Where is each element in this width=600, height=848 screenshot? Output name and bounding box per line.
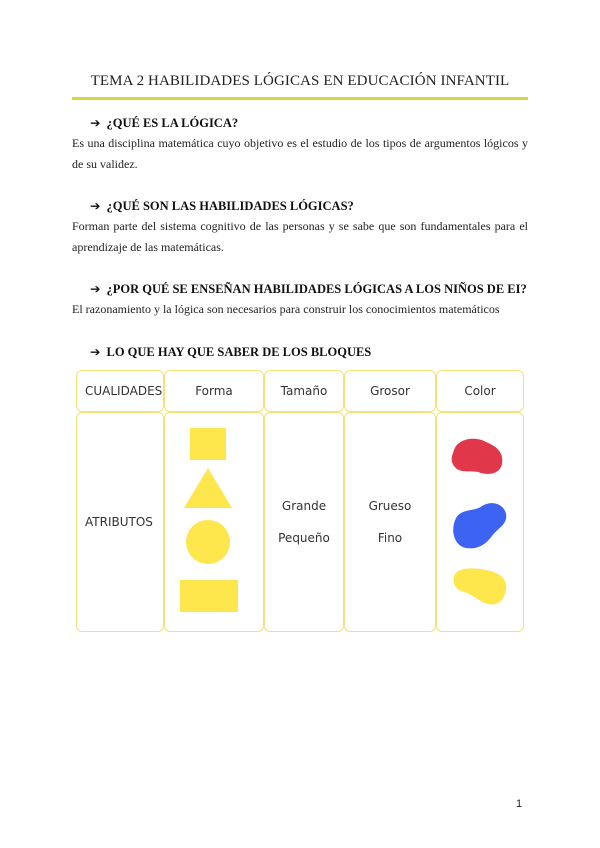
arrow-icon: ➔	[90, 344, 101, 359]
square-shape	[190, 428, 226, 460]
heading-text: LO QUE HAY QUE SABER DE LOS BLOQUES	[106, 345, 372, 359]
section-body-logica: Es una disciplina matemática cuyo objetivo es el estudio de los tipos de argumentos lógicos y de su validez.	[72, 136, 528, 171]
red-color-swatch	[448, 434, 508, 478]
tamano-cell	[264, 412, 344, 632]
page-title: TEMA 2 HABILIDADES LÓGICAS EN EDUCACIÓN INFANTIL	[90, 73, 510, 89]
page-number: 1	[516, 798, 523, 810]
arrow-icon: ➔	[90, 115, 101, 130]
circle-shape	[186, 520, 230, 564]
bloques-table	[76, 370, 524, 632]
heading-text: ¿QUÉ ES LA LÓGICA?	[106, 116, 239, 130]
header-forma: Forma	[164, 370, 264, 412]
heading-text: ¿QUÉ SON LAS HABILIDADES LÓGICAS?	[106, 199, 354, 213]
section-body-habilidades: Forman parte del sistema cognitivo de las personas y se sabe que son fundamentales para el aprendizaje de las matemáticas.	[72, 219, 528, 254]
grosor-fino: Fino	[377, 531, 403, 545]
section-heading-por-que	[90, 281, 527, 297]
triangle-shape	[184, 468, 232, 510]
arrow-icon: ➔	[90, 281, 101, 296]
section-heading-habilidades	[90, 198, 354, 214]
header-grosor: Grosor	[344, 370, 436, 412]
section-heading-logica	[90, 115, 238, 131]
heading-text: ¿POR QUÉ SE ENSEÑAN HABILIDADES LÓGICAS A LOS NIÑOS DE EI?	[106, 282, 527, 296]
arrow-icon: ➔	[90, 198, 101, 213]
grosor-cell	[344, 412, 436, 632]
header-tamano: Tamaño	[264, 370, 344, 412]
header-color: Color	[436, 370, 524, 412]
grosor-grueso: Grueso	[368, 499, 412, 513]
header-cualidades: CUALIDADES	[76, 370, 164, 412]
row-label-atributos: ATRIBUTOS	[76, 412, 164, 632]
section-body-por-que: El razonamiento y la lógica son necesarios para construir los conocimientos matemáticos	[72, 302, 500, 316]
yellow-color-swatch	[450, 564, 510, 610]
blue-color-swatch	[448, 498, 510, 554]
rectangle-shape	[180, 580, 238, 612]
title-divider	[72, 97, 528, 100]
tamano-pequeno: Pequeño	[278, 531, 330, 545]
section-heading-bloques	[90, 344, 371, 360]
tamano-grande: Grande	[281, 499, 327, 513]
